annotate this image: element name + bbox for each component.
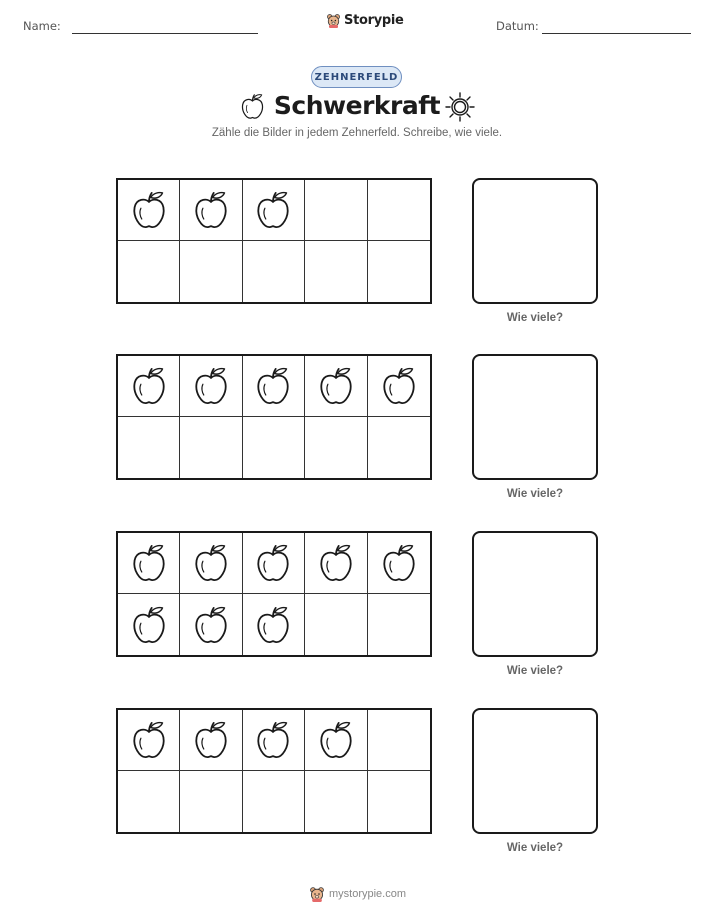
ten-frame-cell bbox=[180, 356, 242, 417]
ten-frame-cell bbox=[243, 356, 305, 417]
apple-icon bbox=[255, 190, 291, 230]
apple-icon bbox=[255, 720, 291, 760]
answer-box[interactable] bbox=[472, 531, 598, 657]
apple-icon bbox=[255, 366, 291, 406]
ten-frame-cell bbox=[180, 594, 242, 655]
instruction-text: Zähle die Bilder in jedem Zehnerfeld. Schreibe, wie viele. bbox=[211, 127, 503, 139]
ten-frame-cell bbox=[243, 710, 305, 771]
apple-icon bbox=[193, 720, 229, 760]
ten-frame-cell bbox=[305, 594, 367, 655]
apple-icon bbox=[131, 190, 167, 230]
ten-frame-cell bbox=[180, 180, 242, 241]
ten-frame-cell bbox=[180, 710, 242, 771]
ten-frame-cell bbox=[243, 417, 305, 478]
ten-frame bbox=[116, 178, 432, 304]
ten-frame-cell bbox=[368, 180, 430, 241]
ten-frame-cell bbox=[368, 533, 430, 594]
ten-frame-cell bbox=[368, 594, 430, 655]
apple-icon bbox=[255, 543, 291, 583]
ten-frame-cell bbox=[118, 594, 180, 655]
apple-icon bbox=[131, 366, 167, 406]
ten-frame-cell bbox=[118, 417, 180, 478]
ten-frame-cell bbox=[180, 771, 242, 832]
apple-icon bbox=[255, 605, 291, 645]
answer-label: Wie viele? bbox=[506, 312, 564, 324]
ten-frame-cell bbox=[305, 710, 367, 771]
answer-box[interactable] bbox=[472, 178, 598, 304]
ten-frame-cell bbox=[180, 533, 242, 594]
apple-icon bbox=[193, 605, 229, 645]
apple-icon bbox=[193, 543, 229, 583]
answer-label: Wie viele? bbox=[506, 842, 564, 854]
apple-icon bbox=[381, 543, 417, 583]
ten-frame-cell bbox=[368, 241, 430, 302]
ten-frame-cell bbox=[243, 771, 305, 832]
ten-frame bbox=[116, 354, 432, 480]
ten-frame-cell bbox=[243, 594, 305, 655]
apple-icon bbox=[318, 720, 354, 760]
date-label: Datum: bbox=[496, 19, 539, 33]
ten-frame-cell bbox=[118, 771, 180, 832]
ten-frame-cell bbox=[368, 356, 430, 417]
ten-frame-cell bbox=[368, 771, 430, 832]
ten-frame-cell bbox=[118, 241, 180, 302]
ten-frame-cell bbox=[180, 417, 242, 478]
ten-frame-cell bbox=[368, 417, 430, 478]
apple-icon bbox=[381, 366, 417, 406]
ten-frame-cell bbox=[118, 533, 180, 594]
ten-frame-cell bbox=[118, 356, 180, 417]
answer-box[interactable] bbox=[472, 354, 598, 480]
footer-url: mystorypie.com bbox=[329, 888, 407, 900]
page-title: Schwerkraft bbox=[273, 91, 441, 120]
ten-frame-cell bbox=[305, 417, 367, 478]
apple-icon bbox=[131, 605, 167, 645]
ten-frame-cell bbox=[243, 180, 305, 241]
apple-icon bbox=[131, 720, 167, 760]
ten-frame-cell bbox=[180, 241, 242, 302]
footer bbox=[309, 886, 406, 902]
sun-icon bbox=[445, 92, 475, 122]
apple-icon bbox=[131, 543, 167, 583]
ten-frame bbox=[116, 531, 432, 657]
apple-icon bbox=[318, 366, 354, 406]
ten-frame-cell bbox=[305, 356, 367, 417]
ten-frame-cell bbox=[243, 241, 305, 302]
ten-frame bbox=[116, 708, 432, 834]
answer-label: Wie viele? bbox=[506, 488, 564, 500]
ten-frame-cell bbox=[243, 533, 305, 594]
ten-frame-cell bbox=[118, 710, 180, 771]
ten-frame-cell bbox=[305, 533, 367, 594]
apple-icon bbox=[318, 543, 354, 583]
topic-badge: ZEHNERFELD bbox=[311, 66, 402, 88]
apple-icon bbox=[193, 190, 229, 230]
date-line[interactable] bbox=[542, 33, 691, 34]
bear-mascot-icon bbox=[309, 886, 325, 902]
apple-icon bbox=[193, 366, 229, 406]
ten-frame-cell bbox=[305, 241, 367, 302]
bear-mascot-icon bbox=[326, 13, 341, 28]
ten-frame-cell bbox=[118, 180, 180, 241]
ten-frame-cell bbox=[368, 710, 430, 771]
name-label: Name: bbox=[23, 19, 61, 33]
answer-label: Wie viele? bbox=[506, 665, 564, 677]
ten-frame-cell bbox=[305, 180, 367, 241]
ten-frame-cell bbox=[305, 771, 367, 832]
brand-name: Storypie bbox=[344, 13, 404, 28]
answer-box[interactable] bbox=[472, 708, 598, 834]
brand-logo bbox=[326, 13, 404, 28]
name-line[interactable] bbox=[72, 33, 258, 34]
